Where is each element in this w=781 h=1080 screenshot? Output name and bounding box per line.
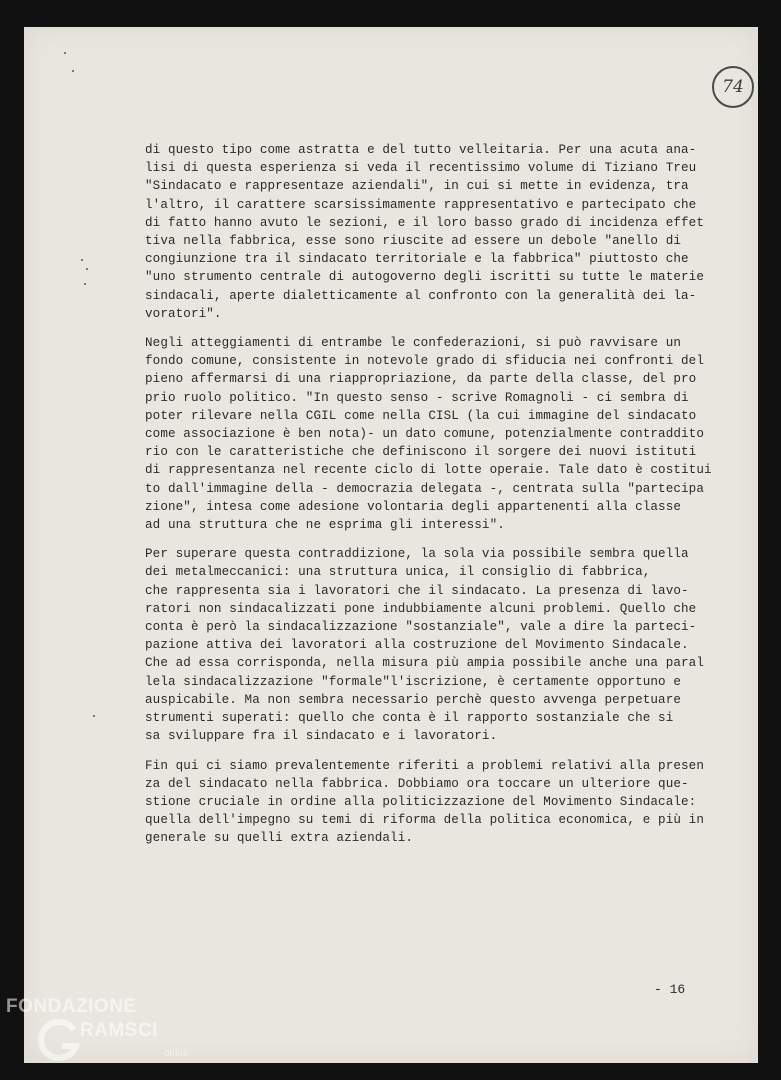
watermark-line1: FONDAZIONE [6,996,137,1017]
text-line: come associazione è ben nota)- un dato comune, potenzialmente contraddito [145,427,704,442]
text-line: rio con le caratteristiche che definiscono il sorgere dei nuovi istituti [145,445,697,460]
margin-dot [72,70,74,72]
text-line: "Sindacato e rappresentaze aziendali", in cui si mette in evidenza, tra [145,179,689,194]
text-line: di questo tipo come astratta e del tutto velleitaria. Per una acuta ana- [145,143,697,157]
text-line: "uno strumento centrale di autogoverno degli iscritti su tutte le materie [145,270,704,285]
margin-dot [81,259,83,261]
text-line: Negli atteggiamenti di entrambe le confederazioni, si può ravvisare un [145,336,682,351]
text-line: dei metalmeccanici: una struttura unica, il consiglio di fabbrica, [145,565,651,580]
text-line: tiva nella fabbrica, esse sono riuscite ad essere un debole "anello di [145,234,682,249]
text-line: to dall'immagine della - democrazia delegata -, centrata sulla "partecipa [145,481,704,496]
text-line: stione cruciale in ordine alla politicizzazione del Movimento Sindacale: [145,794,697,809]
text-line: lela sindacalizzazione "formale"l'iscrizione, è certamente opportuno e [145,674,682,689]
text-line: fondo comune, consistente in notevole grado di sfiducia nei confronti del [145,354,704,369]
watermark-line2: RAMSCI [80,1020,158,1041]
paragraph [145,334,712,534]
text-line: sindacali, aperte dialetticamente al confronto con la generalità dei la- [145,288,697,303]
margin-dot [84,283,86,285]
text-line: poter rilevare nella CGIL come nella CISL (la cui immagine del sindacato [145,408,697,423]
text-line: Per superare questa contraddizione, la sola via possibile sembra quella [145,547,689,562]
text-line: di rappresentanza nel recente ciclo di lotte operaie. Tale dato è costitui [145,463,712,478]
margin-dot [93,715,95,717]
text-line: pieno affermarsi di una riappropriazione, da parte della classe, del pro [145,372,697,387]
watermark-onlus: onlus [164,1048,188,1059]
text-line: prio ruolo politico. "In questo senso - scrive Romagnoli - ci sembra di [145,390,689,405]
margin-dot [64,52,66,54]
text-line: di fatto hanno avuto le sezioni, e il loro basso grado di incidenza effet [145,215,704,230]
margin-dot [86,268,88,270]
paragraph [145,141,705,323]
text-line: auspicabile. Ma non sembra necessario perchè questo avvenga perpetuare [145,692,682,707]
text-line: sa sviluppare fra il sindacato e i lavoratori. [145,729,498,744]
text-line: strumenti superati: quello che conta è il rapporto sostanziale che si [145,711,674,726]
paragraph [145,757,705,848]
text-line: congiunzione tra il sindacato territoriale e la fabbrica" piuttosto che [145,252,689,267]
footer-page-number: - 16 [654,982,686,997]
watermark-logo [6,996,206,1076]
text-line: za del sindacato nella fabbrica. Dobbiamo ora toccare un ulteriore que- [145,776,689,791]
text-line: pazione attiva dei lavoratori alla costruzione del Movimento Sindacale. [145,638,689,653]
text-line: quella dell'impegno su temi di riforma della politica economica, e più in [145,813,704,828]
document-page [24,27,758,1063]
text-line: voratori". [145,306,222,321]
text-line: lisi di questa esperienza si veda il recentissimo volume di Tiziano Treu [145,161,697,176]
text-line: ad una struttura che ne esprima gli interessi". [145,518,505,533]
text-line: ratori non sindacalizzati pone indubbiamente alcuni problemi. Quello che [145,601,697,616]
text-line: Fin qui ci siamo prevalentemente riferiti a problemi relativi alla presen [145,758,704,773]
watermark-g-icon [36,1016,84,1064]
text-line: generale su quelli extra aziendali. [145,831,414,846]
text-line: conta è però la sindacalizzazione "sostanziale", vale a dire la parteci- [145,620,697,635]
typewritten-text [145,141,712,859]
paragraph [145,545,705,745]
text-line: che rappresenta sia i lavoratori che il sindacato. La presenza di lavo- [145,583,689,598]
text-line: l'altro, il carattere scarsissimamente rappresentativo e partecipato che [145,197,697,212]
handwritten-page-number: 74 [712,66,754,108]
text-line: Che ad essa corrisponda, nella misura più ampia possibile anche una paral [145,656,704,671]
text-line: zione", intesa come adesione volontaria degli appartenenti alla classe [145,499,682,514]
